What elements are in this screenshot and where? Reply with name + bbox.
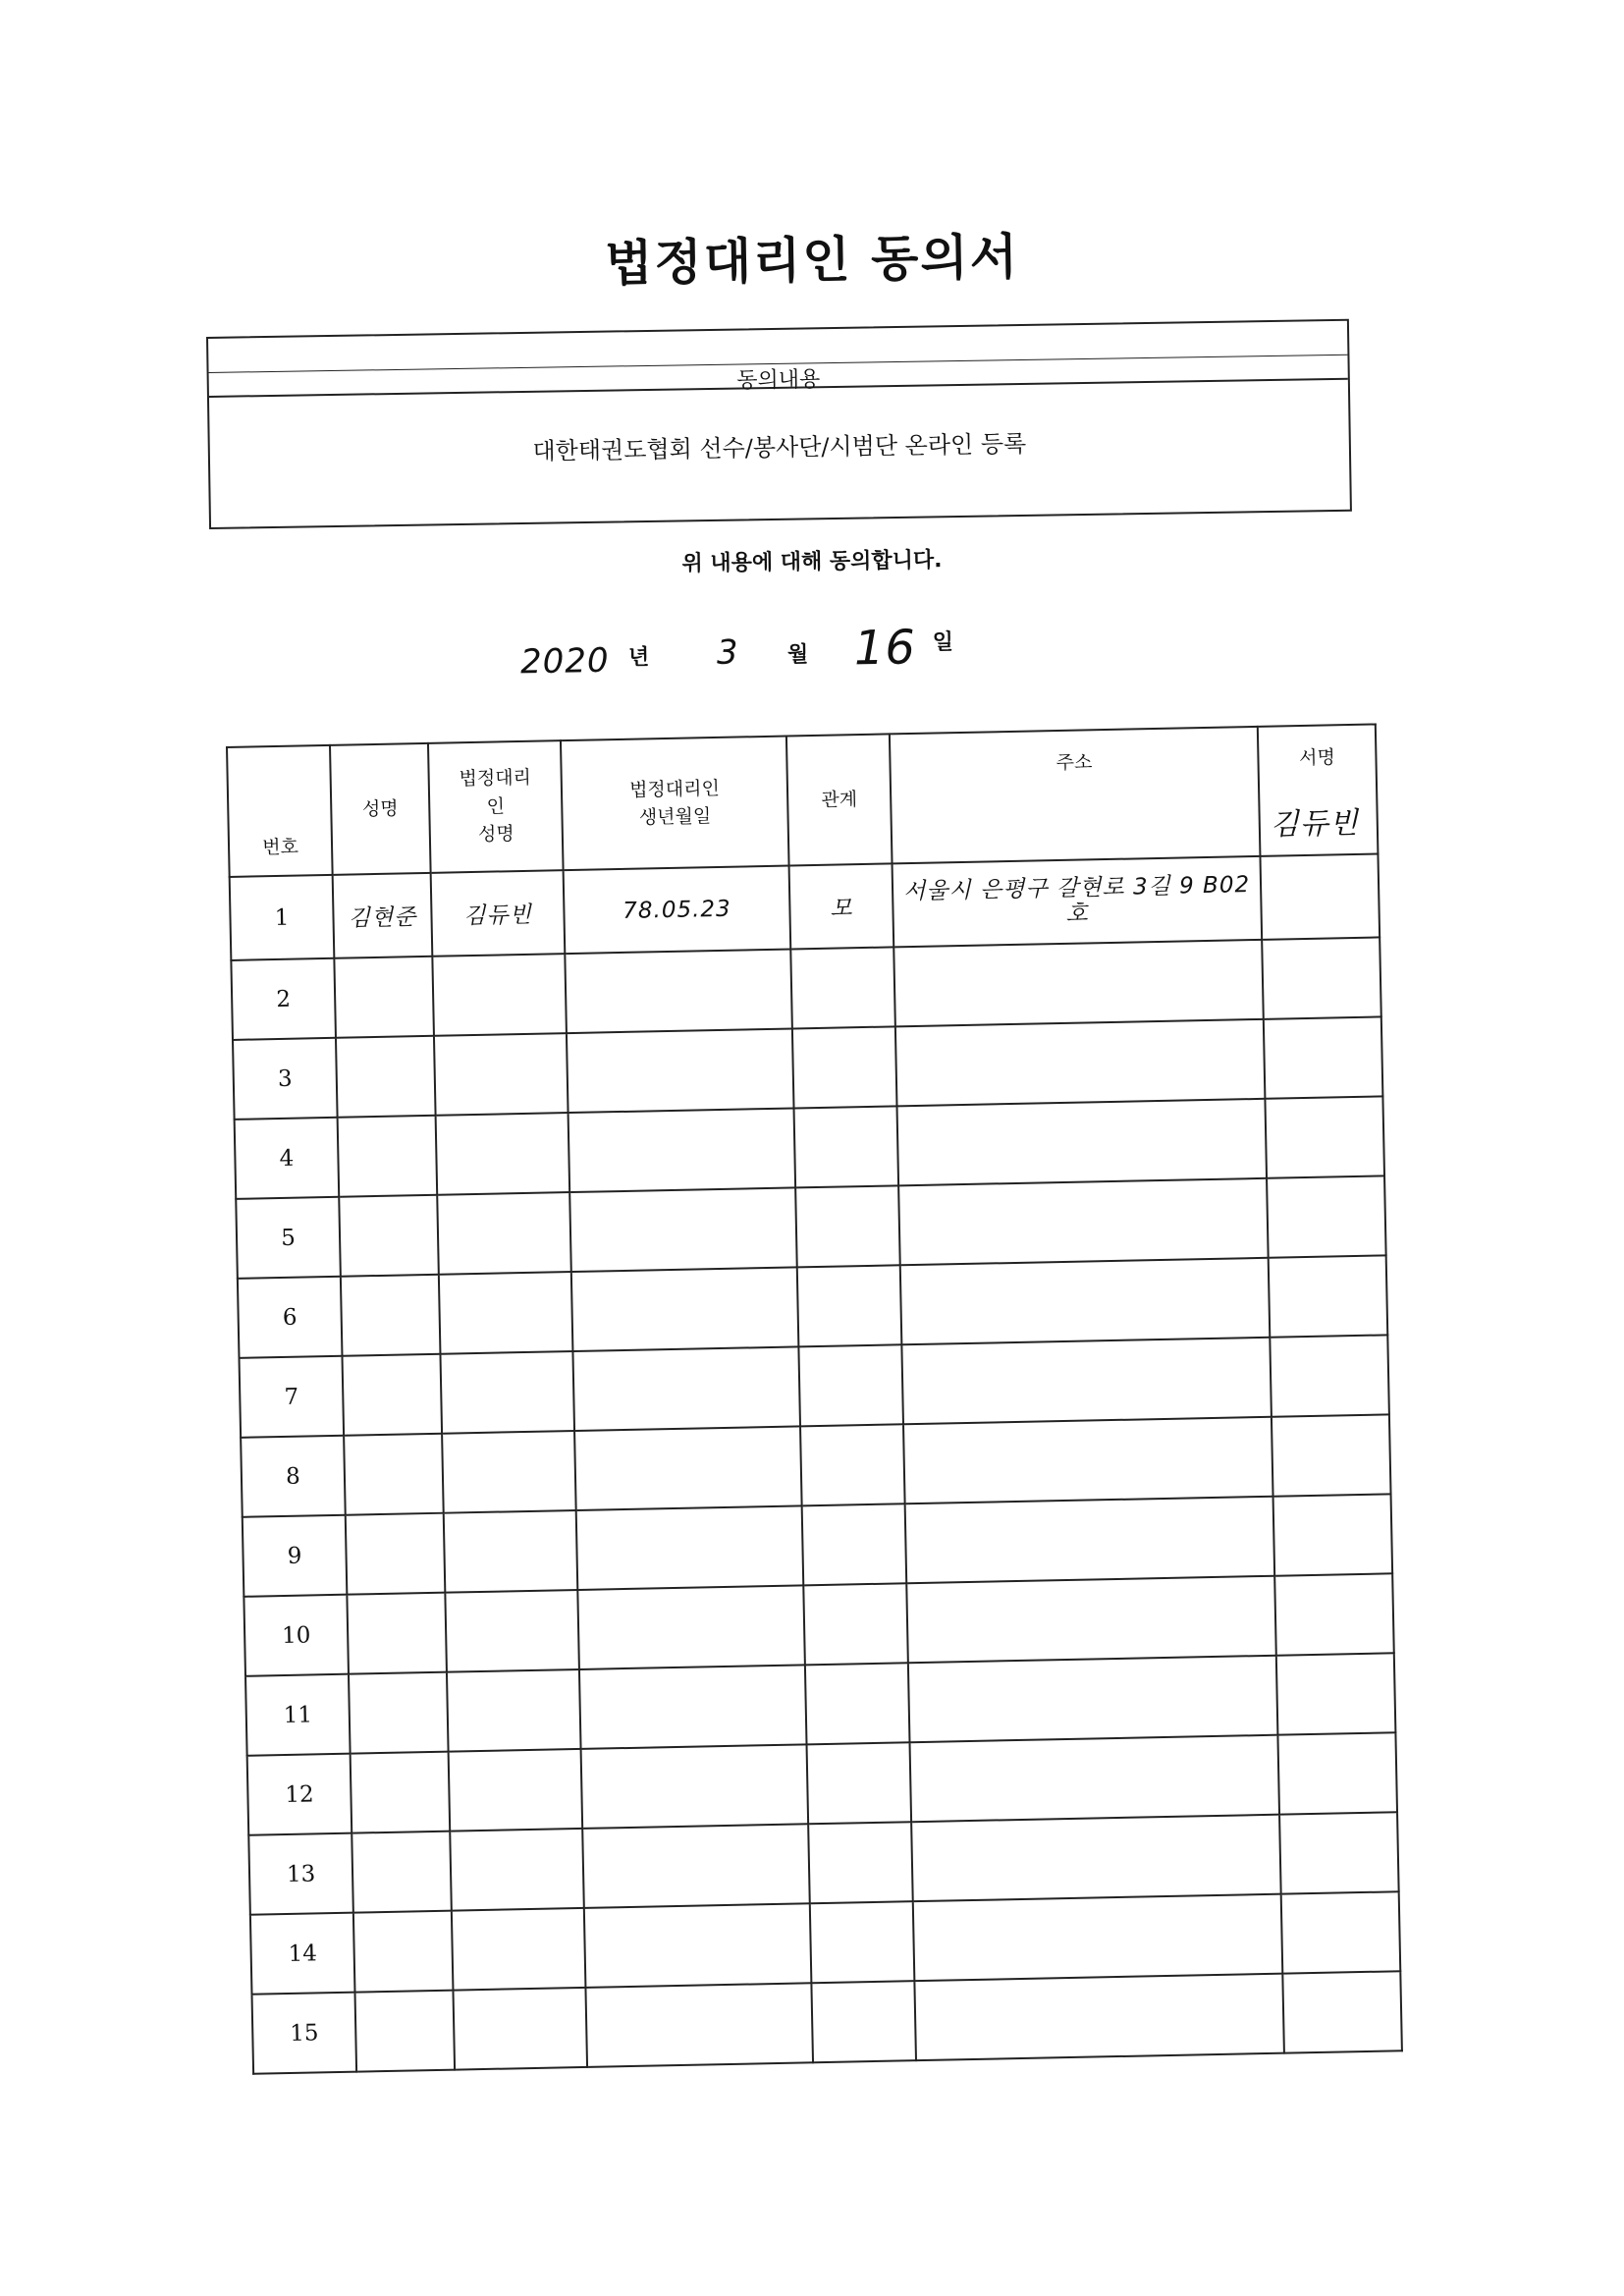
- date-row: [511, 620, 1022, 691]
- row-no: 13: [248, 1833, 353, 1915]
- table-header-row: [227, 724, 1378, 876]
- row-no: 15: [252, 1993, 357, 2074]
- row-no: 3: [233, 1038, 338, 1120]
- row-no: 10: [244, 1595, 349, 1676]
- row-no: 5: [236, 1197, 341, 1279]
- row-no: 4: [235, 1118, 340, 1199]
- col-header-guardian-birth: 법정대리인 생년월일: [561, 737, 789, 871]
- row-signature-text: 김듀빈: [1270, 805, 1360, 843]
- document-title: 법정대리인 동의서: [604, 228, 1020, 293]
- row-no: 2: [231, 958, 336, 1040]
- row-no: 6: [238, 1277, 343, 1358]
- row-address: 서울시 은평구 갈현로 3길 9 B02호: [893, 856, 1263, 948]
- row-no: 14: [250, 1913, 355, 1995]
- agree-statement: 위 내용에 대해 동의합니다.: [681, 548, 943, 576]
- row-no: 11: [245, 1674, 351, 1756]
- consent-header-row: [208, 321, 1348, 398]
- col-header-name: 성명: [330, 743, 431, 875]
- date-year: 2020: [519, 640, 610, 683]
- registration-table: [226, 723, 1403, 2074]
- col-header-signature: 서명: [1258, 724, 1379, 855]
- row-no: 1: [230, 875, 335, 960]
- consent-content-box: [206, 319, 1352, 529]
- date-day: 16: [853, 620, 917, 677]
- date-month-label: 월: [786, 642, 809, 668]
- col-header-guardian-name: 법정대리 인 성명: [428, 740, 564, 873]
- row-guardian-name: 김듀빈: [431, 870, 566, 957]
- row-no: 12: [247, 1754, 352, 1835]
- consent-header-label: 동의내용: [736, 367, 821, 394]
- row-guardian-birth: 78.05.23: [564, 866, 791, 955]
- col-header-relation: 관계: [786, 734, 893, 865]
- col-header-no: 번호: [227, 745, 333, 877]
- date-day-label: 일: [932, 629, 954, 656]
- row-relation: 모: [789, 863, 894, 949]
- col-header-address: 주소: [890, 727, 1261, 863]
- date-year-label: 년: [627, 645, 650, 671]
- registration-table-wrap: [226, 724, 1401, 2075]
- row-no: 8: [241, 1436, 346, 1517]
- row-no: 7: [240, 1356, 345, 1438]
- row-signature: [1260, 805, 1380, 939]
- row-no: 9: [243, 1515, 348, 1597]
- consent-content-text: 대한태권도협회 선수/봉사단/시범단 온라인 등록: [532, 429, 1027, 465]
- row-name: 김현준: [333, 873, 433, 958]
- date-month: 3: [716, 632, 739, 673]
